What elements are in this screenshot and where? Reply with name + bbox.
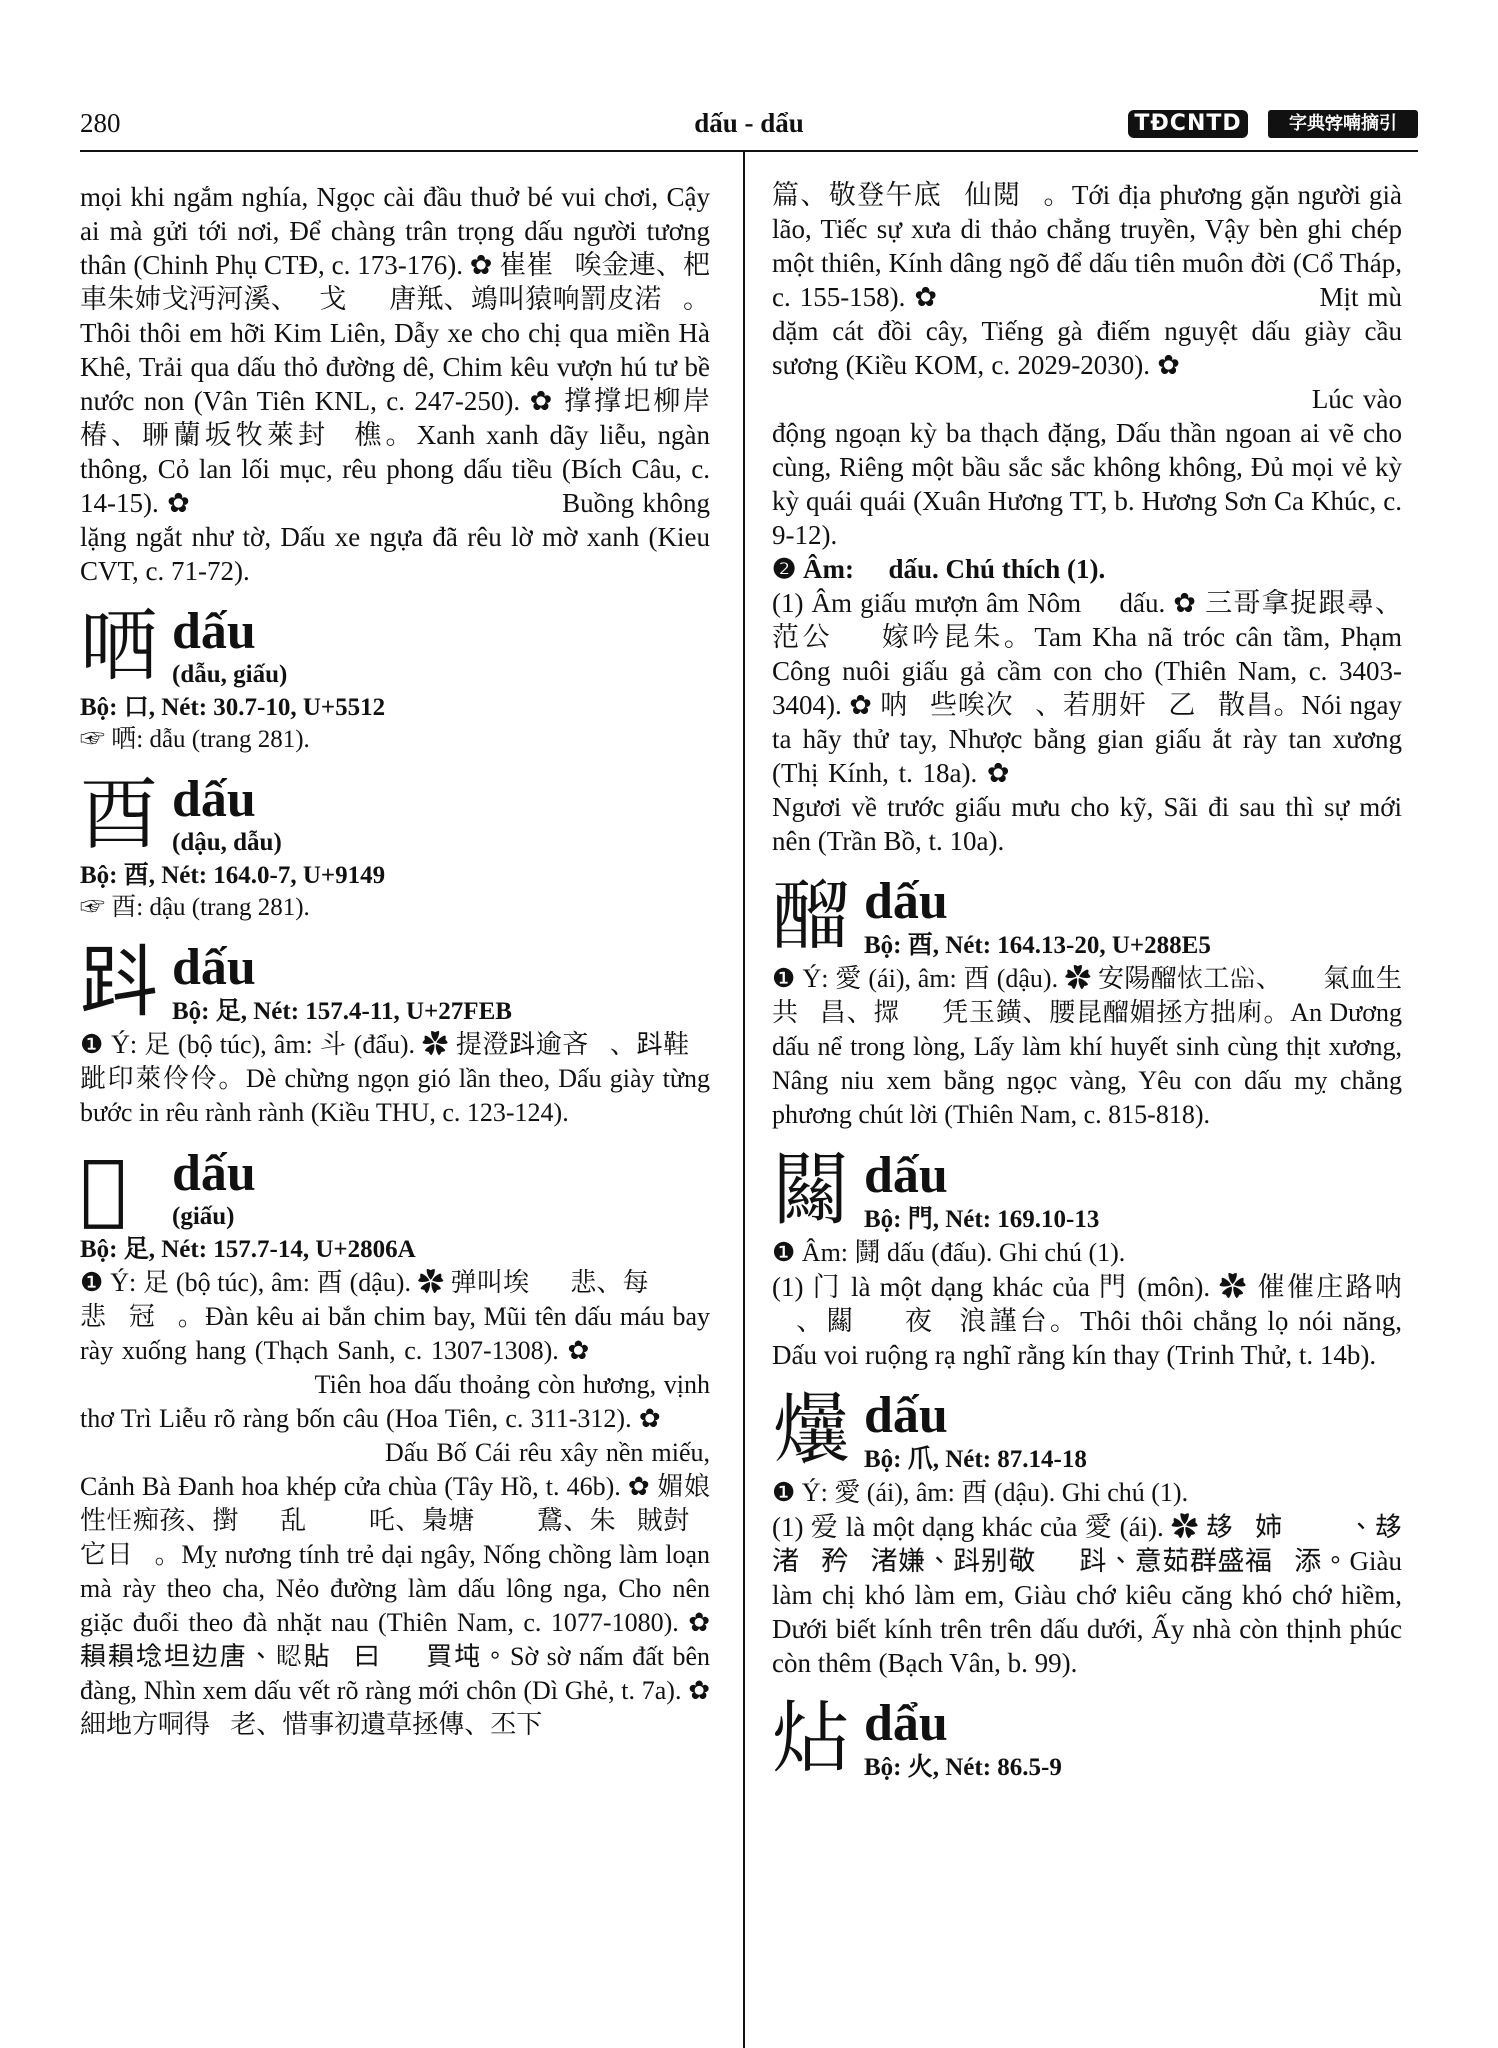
headword: dấu	[172, 771, 256, 828]
headword-glyph: 𨶹	[772, 1146, 851, 1236]
column-divider	[743, 150, 745, 2048]
headword: dấu	[172, 603, 256, 660]
headword-variants: (dẫu, giấu)	[172, 661, 288, 688]
headword-variants: (dậu, dẫu)	[172, 829, 282, 856]
page-header	[80, 108, 1418, 148]
sense-section: ❶ Ý: 愛 (ái), âm: 酉 (dậu). ✿ 安陽𨢇𢙇工𢙈、𢪀𡗉氣血生共𦛌昌、𢶢𢹿𥙩凭玉鐄、腰昆𨢇媚拯方拙𢈱。An Dương dấu nể trong lòng, Lấy làm khí huyết sinh cùng thịt xương, Nâng niu xem bằng ngọc vàng, Yêu con dấu mỵ chẳng phương chút lời (Thiên Nam, c. 815-818).	[772, 964, 1402, 1129]
headword-glyph: 𨢇	[772, 872, 851, 962]
left-column	[80, 180, 710, 2048]
cross-reference: ☞ 酉: dậu (trang 281).	[80, 894, 310, 921]
radical-stroke-info: Bộ: 門, Nét: 169.10-13	[864, 1206, 1100, 1233]
entry-哂	[80, 602, 710, 756]
note-paragraph: (1) Âm giấu mượn âm Nôm 𨁪 dấu. ✿ 三哥拿捉跟尋、范公𧿨𨁪嫁吟昆朱。Tam Kha nã tróc cân tầm, Phạm Công nuôi giấu gả cầm con cho (Thiên Nam, c. 3403-3404). ✿ 呐𨀈些唉次𢬣、若朋奸𨁪乙𠡚散昌。Nói ngay ta hãy thử tay, Nhược bằng gian giấu ắt rày tan xương (Thị Kính, t. 18a). ✿ 𧿨衛𨁪𨁪謀朱紀、仕𢬗𢬥辰事買𨫊。Ngươi về trước giấu mưu cho kỹ, Sãi đi sau thì sự mới nên (Trần Bồ, t. 10a).	[772, 588, 1402, 856]
radical-stroke-info: Bộ: 口, Nét: 30.7-10, U+5512	[80, 694, 386, 721]
sense-heading: ❷ Âm: 𨁪 dấu. Chú thích (1).	[772, 554, 1106, 584]
entry-門-dau	[772, 1146, 1402, 1372]
entry-酉	[80, 770, 710, 924]
continued-paragraph: 篇、敬登午底𨁪仙閲𦭍。Tới địa phương gặn người già lão, Tiếc sự xưa di thảo chẳng truyền, Vậy bèn ghi chép một thiên, Kính dâng ngõ để dấu tiên muôn đời (Cổ Tháp, c. 155-158). ✿ 𩄲𡨧𩵜𤀗𩕂核、𠸒𩿠店月𨁪𩌂𣜾霜。Mịt mù dặm cát đồi cây, Tiếng gà điếm nguyệt dấu giày cầu sương (Kiều KOM, c. 2029-2030). ✿ 𣅶𤿤洞玩奇𥗐石磴、𨁪神頑埃歷朱穷、𥠯泼瓢色色空空、𧡊每歷奇奇怪怪。Lúc vào động ngoạn kỳ ba thạch đặng, Dấu thần ngoan ai vẽ cho cùng, Riêng một bầu sắc sắc không không, Đủ mọi vẻ kỳ kỳ quái quái (Xuân Hương TT, b. Hương Sơn Ca Khúc, c. 9-12).	[772, 180, 1402, 550]
headword-glyph: 酉	[80, 770, 159, 860]
headword: dấu	[172, 939, 256, 996]
headword: dấu	[864, 1147, 948, 1204]
note-paragraph: (1) 门 là một dạng khác của 門 (môn). ✿ 催催庄路呐𠳨、𨶹𤞺𥪝夜𢬗浪謹台。Thôi thôi chẳng lọ nói năng, Dấu voi ruộng rạ nghĩ rằng kín thay (Trinh Thử, t. 14b).	[772, 1272, 1402, 1370]
headword: dấu	[172, 1145, 256, 1202]
headword-glyph: 𧿫	[80, 938, 159, 1028]
radical-stroke-info: Bộ: 火, Nét: 86.5-9	[864, 1754, 1062, 1781]
headword: dẩu	[864, 1695, 948, 1752]
continued-paragraph: mọi khi ngắm nghía, Ngọc cài đầu thuở bé vui chơi, Cậy ai mà gửi tới nơi, Để chàng trân trọng dấu người tương thân (Chinh Phụ CTĐ, c. 173-176). ✿ 崔崔𡛔唉金連、杷車朱姉戈沔河溪、𠫾戈𨁪𤞺唐羝、鴗叫猿响罰皮渃𡶀。Thôi thôi em hỡi Kim Liên, Dẫy xe cho chị qua miền Hà Khê, Trải qua dấu thỏ đường dê, Chim kêu vượn hú tư bề nước non (Vân Tiên KNL, c. 247-250). ✿ 撑撑圯柳岸椿、𦕼蘭坂牧萊封𨁪樵。Xanh xanh dãy liễu, ngàn thông, Cỏ lan lối mục, rêu phong dấu tiều (Bích Câu, c. 14-15). ✿ 𤁕空溯𣳔如𢪏、𨁪車馭𠖤𧿨𩯀𧿫撑。Buồng không lặng ngắt như tờ, Dấu xe ngựa đã rêu lờ mờ xanh (Kieu CVT, c. 71-72).	[80, 182, 710, 586]
entry-炶	[772, 1694, 1402, 1784]
running-title: dấu - dẩu	[694, 108, 804, 138]
cross-reference: ☞ 哂: dẫu (trang 281).	[80, 726, 310, 753]
headword-glyph: 哂	[80, 602, 159, 692]
dictionary-logo-han-nom: 字典𡨸喃摘引	[1268, 110, 1418, 138]
entry-爪-dau	[772, 1386, 1402, 1680]
radical-stroke-info: Bộ: 酉, Nét: 164.13-20, U+288E5	[864, 932, 1211, 959]
sense-section: ❶ Ý: 足 (bộ túc), âm: 酉 (dậu). ✿ 弹叫埃𢏡𩿠悲、每𥏌𨁪𧖱悲𠡚冠𡏦。Đàn kêu ai bắn chim bay, Mũi tên dấu máu bay rày xuống hang (Thạch Sanh, c. 1307-1308). ✿ 𥿗花𨁪𠸲群香、詠詩池柳𤍶𡛔罘句。Tiên hoa dấu thoảng còn hương, vịnh thơ Trì Liễu rõ ràng bốn câu (Hoa Tiên, c. 311-312). ✿ 𨁪布丐蓬磋堀廟、景娑釘花𢶢闌厨。Dấu Bố Cái rêu xây nền miếu, Cảnh Bà Đanh hoa khép cửa chùa (Tây Hồ, t. 46b). ✿ 媚娘性𢗖痴孩、𢷮𪡀𡗉乱𡽫𠡚𧿨吒、梟塘𡗉𨁪𩁱鵞、朱𨫊賊尌𧿨它日𡗋。Mỵ nương tính trẻ dại ngây, Nống chồng làm loạn mà rày theo cha, Nẻo đường làm dấu lông nga, Cho nên giặc đuổi theo đà nhặt nau (Thiên Nam, c. 1077-1080). ✿ 𦔐𦔐埝坦边唐、𥆾貼𨁪曰𤍶𡛔買坉。Sờ sờ nấm đất bên đàng, Nhìn xem dấu vết rõ ràng mới chôn (Dì Ghẻ, t. 7a). ✿ 細地方哃得𦓅老、惜事初遺草拯傳、丕下𥮊𠞺𤍶	[80, 1268, 710, 1739]
radical-stroke-info: Bộ: 足, Nét: 157.4-11, U+27FEB	[172, 998, 512, 1025]
headword-glyph: 𤓢	[772, 1386, 851, 1476]
entry-2806A	[80, 1144, 710, 1742]
radical-stroke-info: Bộ: 足, Nét: 157.7-14, U+2806A	[80, 1236, 416, 1263]
headword: dấu	[864, 873, 948, 930]
right-column	[772, 178, 1402, 2048]
entry-288E5	[772, 872, 1402, 1132]
headword-variants: (giấu)	[172, 1203, 235, 1230]
headword-glyph: 𨁪	[80, 1144, 127, 1234]
note-paragraph: (1) 爱 là một dạng khác của 愛 (ái). ✿ 𠫾𡗉姉𦢳𡗉𡛔、𠫾渚𩢬矜𦢳渚嫌、𧿫别敬𨖅𤓢𧿫、意茹群盛福𦾽添。Giàu làm chị khó làm em, Giàu chớ kiêu căng khó chớ hiềm, Dưới biết kính trên trên dấu dưới, Ấy nhà còn thịnh phúc còn thêm (Bạch Vân, b. 99).	[772, 1512, 1402, 1678]
sense-section: ❶ Ý: 愛 (ái), âm: 酉 (dậu). Ghi chú (1).	[772, 1478, 1189, 1507]
sense-section: ❶ Ý: 足 (bộ túc), âm: 斗 (đẩu). ✿ 提澄𧿫逾吝𧿨、𧿫鞋𩃳跐印萊伶伶。Dè chừng ngọn gió lần theo, Dấu giày từng bước in rêu rành rành (Kiều THU, c. 123-124).	[80, 1030, 710, 1127]
dictionary-logo: TĐCNTD	[1128, 110, 1248, 138]
headword-glyph: 炶	[772, 1694, 851, 1784]
radical-stroke-info: Bộ: 爪, Nét: 87.14-18	[864, 1446, 1087, 1473]
sense-section: ❶ Âm: 鬪 dấu (đấu). Ghi chú (1).	[772, 1238, 1126, 1267]
entry-27FEB	[80, 938, 710, 1130]
radical-stroke-info: Bộ: 酉, Nét: 164.0-7, U+9149	[80, 862, 386, 889]
page-number: 280	[80, 108, 121, 138]
header-rule	[80, 150, 1418, 152]
headword: dấu	[864, 1387, 948, 1444]
